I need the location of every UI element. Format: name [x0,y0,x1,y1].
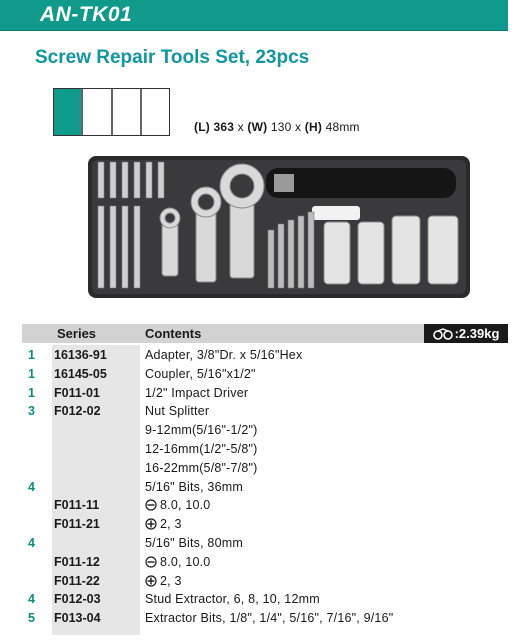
row-contents-text: 16-22mm(5/8"-7/8") [145,460,258,475]
row-contents-text: Nut Splitter [145,404,210,419]
row-quantity: 5 [28,611,35,626]
row-series-code: F011-21 [54,517,100,532]
contents-table [0,347,512,629]
column-header-series: Series [57,326,97,341]
row-contents [145,536,243,550]
row-contents [145,574,182,588]
row-contents [145,386,248,400]
row-contents [145,592,320,606]
column-header-contents: Contents [145,326,202,341]
row-contents [145,404,209,418]
row-series-code: F012-03 [54,592,101,607]
row-series-code: F011-11 [54,498,100,513]
table-row [0,591,512,610]
row-contents-text: Stud Extractor, 6, 8, 10, 12mm [145,592,320,607]
scale-icon [433,328,453,340]
table-row [0,460,512,479]
row-series-code: F011-01 [54,385,100,400]
slotted-icon [145,556,157,568]
row-contents-text: 2, 3 [160,573,182,588]
row-quantity: 1 [28,385,35,400]
table-row [0,347,512,366]
dimensions: (L) 363 x (W) 130 x (H) 48mm [194,120,360,134]
row-quantity: 3 [28,404,35,419]
page-title: Screw Repair Tools Set, 23pcs [35,47,310,68]
tray-layout-icon [53,88,170,136]
row-contents [145,611,393,625]
row-quantity: 1 [28,366,35,381]
row-series-code: F012-02 [54,404,101,419]
phillips-icon [145,518,157,530]
row-contents-text: 5/16" Bits, 80mm [145,535,243,550]
row-series-code: F011-22 [54,573,100,588]
row-contents-text: 5/16" Bits, 36mm [145,479,243,494]
row-quantity: 1 [28,348,35,362]
phillips-icon [145,575,157,587]
row-contents-text: Extractor Bits, 1/8", 1/4", 5/16", 7/16", 9/16" [145,611,394,626]
row-series-code: F011-12 [54,554,100,569]
row-contents-text: 1/2" Impact Driver [145,385,249,400]
row-contents [145,423,258,437]
row-contents-text: Adapter, 3/8"Dr. x 5/16"Hex [145,348,303,362]
table-row [0,403,512,422]
row-quantity: 4 [28,535,35,550]
row-contents-text: 9-12mm(5/16"-1/2") [145,423,258,438]
row-contents [145,555,210,569]
row-contents-text: 2, 3 [160,517,182,532]
row-series-code: 16145-05 [54,366,107,381]
table-row [0,385,512,404]
model-code: AN-TK01 [40,3,133,26]
row-contents-text: Coupler, 5/16"x1/2" [145,366,256,381]
row-contents [145,498,210,512]
table-header [22,324,508,343]
slotted-icon [145,499,157,511]
row-contents [145,367,256,381]
table-row [0,516,512,535]
table-row [0,554,512,573]
table-row [0,573,512,592]
row-contents [145,348,302,362]
row-contents-text: 8.0, 10.0 [160,498,211,513]
row-contents-text: 12-16mm(1/2"-5/8") [145,441,258,456]
table-row [0,422,512,441]
row-series-code: 16136-91 [54,348,107,362]
table-row [0,497,512,516]
row-contents-text: 8.0, 10.0 [160,554,211,569]
table-row [0,535,512,554]
table-row [0,366,512,385]
row-contents [145,480,243,494]
row-contents [145,517,182,531]
row-quantity: 4 [28,479,35,494]
table-row [0,610,512,629]
header-bar [0,0,508,31]
table-row [0,441,512,460]
weight-badge [424,324,508,343]
table-row [0,479,512,498]
row-contents [145,461,258,475]
row-series-code: F013-04 [54,611,101,626]
row-quantity: 4 [28,592,35,607]
row-contents [145,442,258,456]
weight-value: :2.39kg [454,326,500,341]
product-photo [86,150,472,300]
